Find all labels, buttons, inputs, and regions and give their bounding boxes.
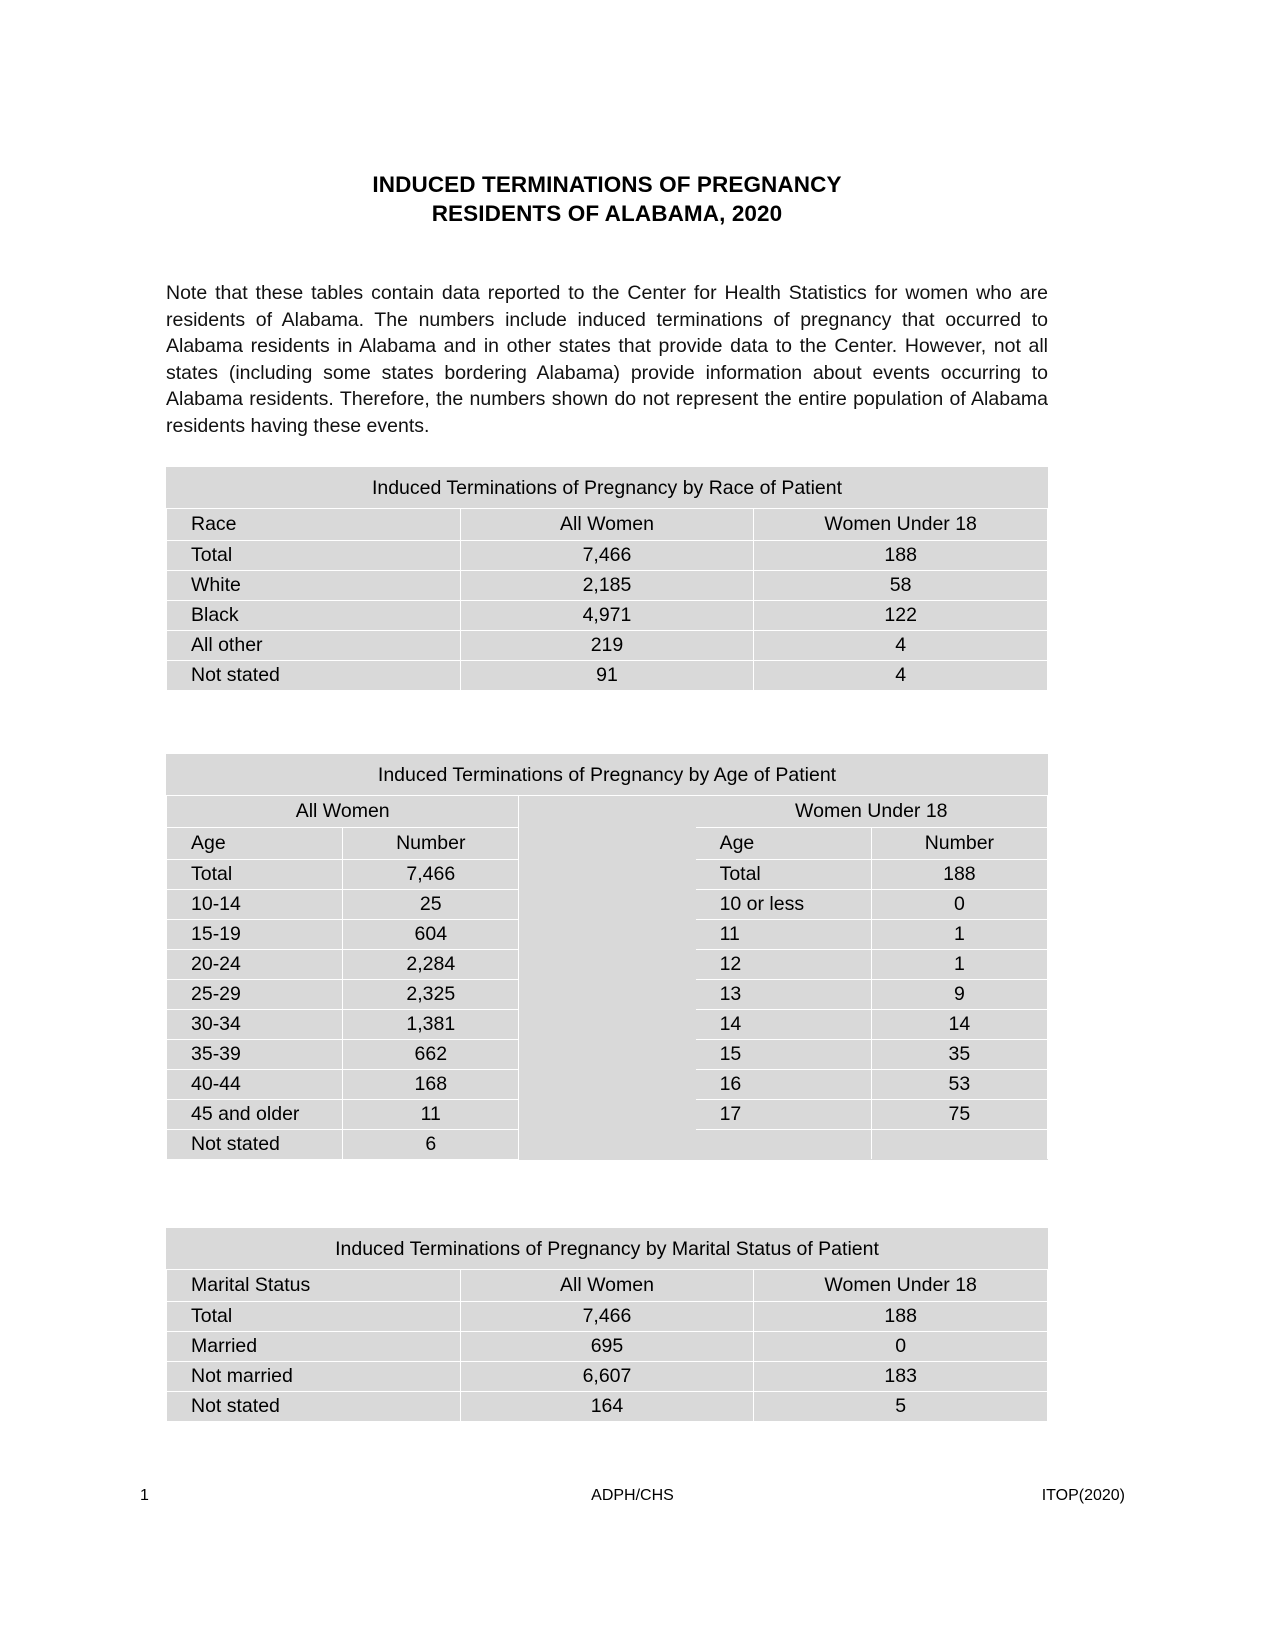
age-number-right: 75 — [871, 1100, 1047, 1130]
table-marital-header-under-18: Women Under 18 — [754, 1270, 1048, 1302]
age-label-right-empty — [695, 1130, 871, 1160]
title-line-1: INDUCED TERMINATIONS OF PREGNANCY — [372, 172, 842, 197]
age-label-left: 35-39 — [167, 1040, 343, 1070]
age-number-left: 6 — [343, 1130, 519, 1160]
age-label-right: 12 — [695, 950, 871, 980]
table-row — [167, 1392, 1048, 1422]
race-label: White — [167, 571, 461, 601]
table-row-header — [167, 509, 1048, 541]
table-race-caption: Induced Terminations of Pregnancy by Race of Patient — [167, 468, 1048, 509]
race-all-women: 4,971 — [460, 601, 754, 631]
age-number-left: 662 — [343, 1040, 519, 1070]
page-content — [166, 0, 1048, 1422]
marital-under-18: 188 — [754, 1302, 1048, 1332]
race-label: Not stated — [167, 661, 461, 691]
table-age-gutter — [519, 1130, 695, 1160]
age-label-right: 13 — [695, 980, 871, 1010]
table-age-header-age-right: Age — [695, 828, 871, 860]
footer-right-label: ITOP(2020) — [1041, 1487, 1125, 1504]
table-age-gutter — [519, 920, 695, 950]
race-label: Total — [167, 541, 461, 571]
table-age-group-all-women: All Women — [167, 796, 519, 828]
age-label-right: 14 — [695, 1010, 871, 1040]
race-under-18: 4 — [754, 631, 1048, 661]
table-marital-caption: Induced Terminations of Pregnancy by Marital Status of Patient — [167, 1229, 1048, 1270]
table-row-header — [167, 828, 1048, 860]
marital-label: Not married — [167, 1362, 461, 1392]
table-marital-header-all-women: All Women — [460, 1270, 754, 1302]
age-number-right: 14 — [871, 1010, 1047, 1040]
table-row — [167, 1362, 1048, 1392]
marital-all-women: 164 — [460, 1392, 754, 1422]
marital-all-women: 695 — [460, 1332, 754, 1362]
table-age — [166, 754, 1048, 1160]
table-race-header-all-women: All Women — [460, 509, 754, 541]
race-all-women: 219 — [460, 631, 754, 661]
table-row-caption — [167, 1229, 1048, 1270]
age-number-left: 7,466 — [343, 860, 519, 890]
age-number-left: 1,381 — [343, 1010, 519, 1040]
table-race-header-under-18: Women Under 18 — [754, 509, 1048, 541]
age-label-right: 10 or less — [695, 890, 871, 920]
marital-under-18: 5 — [754, 1392, 1048, 1422]
age-label-left: 20-24 — [167, 950, 343, 980]
table-age-caption: Induced Terminations of Pregnancy by Age of Patient — [167, 755, 1048, 796]
table-row — [167, 601, 1048, 631]
table-age-gutter — [519, 1100, 695, 1130]
marital-under-18: 183 — [754, 1362, 1048, 1392]
table-age-gutter — [519, 950, 695, 980]
age-number-right: 35 — [871, 1040, 1047, 1070]
race-under-18: 188 — [754, 541, 1048, 571]
marital-under-18: 0 — [754, 1332, 1048, 1362]
race-all-women: 7,466 — [460, 541, 754, 571]
marital-label: Total — [167, 1302, 461, 1332]
age-label-left: 15-19 — [167, 920, 343, 950]
age-number-left: 2,325 — [343, 980, 519, 1010]
table-age-header-age-left: Age — [167, 828, 343, 860]
age-label-left: 30-34 — [167, 1010, 343, 1040]
table-race-header-race: Race — [167, 509, 461, 541]
table-row — [167, 980, 1048, 1010]
age-label-right: 16 — [695, 1070, 871, 1100]
table-age-gutter — [519, 980, 695, 1010]
table-row — [167, 920, 1048, 950]
race-all-women: 91 — [460, 661, 754, 691]
table-row — [167, 860, 1048, 890]
table-row-caption — [167, 755, 1048, 796]
age-number-right: 0 — [871, 890, 1047, 920]
footer-center-label: ADPH/CHS — [591, 1487, 674, 1504]
age-number-right: 9 — [871, 980, 1047, 1010]
age-number-left: 2,284 — [343, 950, 519, 980]
table-row — [167, 950, 1048, 980]
title-line-2: RESIDENTS OF ALABAMA, 2020 — [431, 201, 783, 226]
table-row-caption — [167, 468, 1048, 509]
marital-all-women: 6,607 — [460, 1362, 754, 1392]
table-marital-status — [166, 1228, 1048, 1422]
page-footer — [0, 1487, 1265, 1511]
table-row-header — [167, 1270, 1048, 1302]
age-label-left: 45 and older — [167, 1100, 343, 1130]
table-age-group-under-18: Women Under 18 — [695, 796, 1047, 828]
table-marital-header-status: Marital Status — [167, 1270, 461, 1302]
table-row — [167, 1130, 1048, 1160]
table-age-header-number-left: Number — [343, 828, 519, 860]
age-number-left: 168 — [343, 1070, 519, 1100]
table-row — [167, 1332, 1048, 1362]
age-label-right: Total — [695, 860, 871, 890]
age-label-right: 17 — [695, 1100, 871, 1130]
table-row — [167, 541, 1048, 571]
table-row — [167, 1040, 1048, 1070]
table-row — [167, 1070, 1048, 1100]
age-number-left: 604 — [343, 920, 519, 950]
table-age-gutter — [519, 796, 695, 828]
table-row — [167, 890, 1048, 920]
age-number-right: 188 — [871, 860, 1047, 890]
age-label-left: Not stated — [167, 1130, 343, 1160]
table-age-gutter — [519, 1010, 695, 1040]
race-under-18: 58 — [754, 571, 1048, 601]
table-row-group-header — [167, 796, 1048, 828]
age-label-right: 11 — [695, 920, 871, 950]
age-number-left: 25 — [343, 890, 519, 920]
marital-label: Married — [167, 1332, 461, 1362]
age-number-right: 53 — [871, 1070, 1047, 1100]
table-age-gutter — [519, 1040, 695, 1070]
page-title — [166, 170, 1048, 228]
table-row — [167, 1010, 1048, 1040]
marital-all-women: 7,466 — [460, 1302, 754, 1332]
table-age-gutter — [519, 860, 695, 890]
age-label-left: Total — [167, 860, 343, 890]
table-row — [167, 571, 1048, 601]
race-under-18: 4 — [754, 661, 1048, 691]
race-label: All other — [167, 631, 461, 661]
table-row — [167, 631, 1048, 661]
age-label-left: 40-44 — [167, 1070, 343, 1100]
table-age-gutter — [519, 890, 695, 920]
race-all-women: 2,185 — [460, 571, 754, 601]
marital-label: Not stated — [167, 1392, 461, 1422]
race-label: Black — [167, 601, 461, 631]
age-number-right-empty — [871, 1130, 1047, 1160]
age-label-right: 15 — [695, 1040, 871, 1070]
age-label-left: 10-14 — [167, 890, 343, 920]
table-race — [166, 467, 1048, 691]
age-number-right: 1 — [871, 950, 1047, 980]
table-row — [167, 1302, 1048, 1332]
table-row — [167, 661, 1048, 691]
table-row — [167, 1100, 1048, 1130]
footer-page-number: 1 — [140, 1487, 149, 1504]
table-age-header-number-right: Number — [871, 828, 1047, 860]
age-number-left: 11 — [343, 1100, 519, 1130]
race-under-18: 122 — [754, 601, 1048, 631]
age-number-right: 1 — [871, 920, 1047, 950]
table-age-gutter — [519, 1070, 695, 1100]
age-label-left: 25-29 — [167, 980, 343, 1010]
table-age-gutter — [519, 828, 695, 860]
intro-paragraph: Note that these tables contain data reported to the Center for Health Statistics for women who are residents of Alabama. The numbers include induced terminations of pregnancy that occurred to Alabama residents in Alabama and in other states that provide data to the Center. However, not all states (including some states bordering Alabama) provide information about events occurring to Alabama residents. Therefore, the numbers shown do not represent the entire population of Alabama residents having these events. — [166, 282, 1048, 437]
